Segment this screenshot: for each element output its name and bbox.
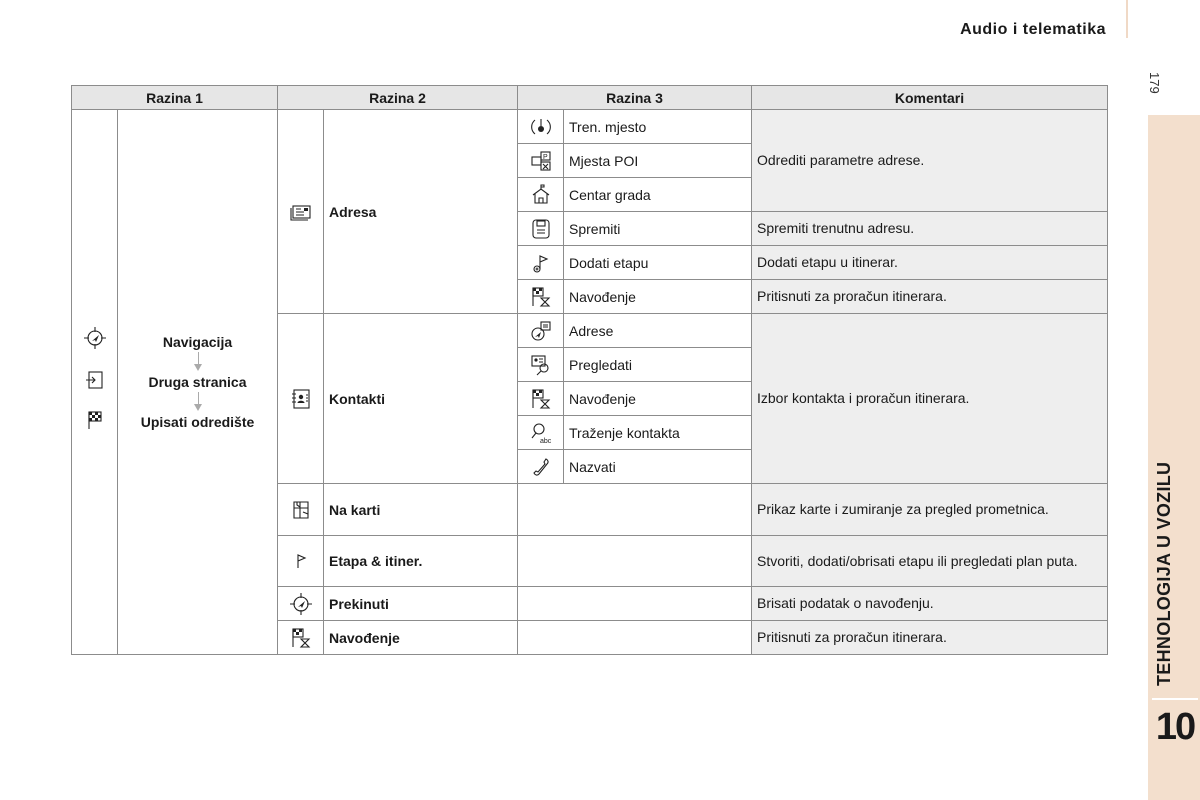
page-number <box>1140 72 1170 112</box>
level2-adresa: Adresa <box>324 110 518 314</box>
level1-step: Druga stranica <box>148 374 247 390</box>
level3-item: Navođenje <box>564 280 752 314</box>
comment-cell: Stvoriti, dodati/obrisati etapu ili pregledati plan puta. <box>752 536 1108 587</box>
city-center-icon <box>518 178 564 212</box>
search-contact-icon <box>518 416 564 450</box>
level3-item: Pregledati <box>564 348 752 382</box>
comment-cell: Brisati podatak o navođenju. <box>752 587 1108 621</box>
address-card-icon <box>278 110 324 314</box>
chapter-divider <box>1152 698 1198 700</box>
navigation-target-icon <box>278 587 324 621</box>
column-header-level2: Razina 2 <box>278 86 518 110</box>
level3-item: Dodati etapu <box>564 246 752 280</box>
level1-step: Navigacija <box>162 334 233 350</box>
section-title: Audio i telematika <box>960 21 1106 38</box>
level3-item: Traženje kontakta <box>564 416 752 450</box>
table-header-row <box>72 86 1108 110</box>
comment-cell: Spremiti trenutnu adresu. <box>752 212 1108 246</box>
comment-cell: Prikaz karte i zumiranje za pregled prometnica. <box>752 484 1108 536</box>
empty-cell <box>518 484 752 536</box>
current-location-icon <box>518 110 564 144</box>
guidance-flag-hourglass-icon <box>518 280 564 314</box>
level2-na-karti: Na karti <box>324 484 518 536</box>
comment-cell: Dodati etapu u itinerar. <box>752 246 1108 280</box>
chapter-number: 10 <box>1155 706 1195 748</box>
empty-cell <box>518 536 752 587</box>
page-number-text: 179 <box>1147 72 1162 94</box>
svg-text:abc: abc <box>539 437 551 445</box>
contact-address-icon <box>518 314 564 348</box>
contact-view-icon <box>518 348 564 382</box>
save-icon <box>518 212 564 246</box>
guidance-flag-hourglass-icon <box>518 382 564 416</box>
level3-item: Spremiti <box>564 212 752 246</box>
add-waypoint-icon <box>518 246 564 280</box>
svg-text:P: P <box>542 153 548 161</box>
level3-item: Centar grada <box>564 178 752 212</box>
comment-cell: Pritisnuti za proračun itinerara. <box>752 621 1108 655</box>
level3-item: Tren. mjesto <box>564 110 752 144</box>
comment-cell: Izbor kontakta i proračun itinerara. <box>752 314 1108 484</box>
table-row <box>72 110 1108 144</box>
down-arrow-icon <box>118 352 277 372</box>
header-divider <box>1126 0 1128 38</box>
page-exit-icon <box>72 369 117 391</box>
comment-cell: Pritisnuti za proračun itinerara. <box>752 280 1108 314</box>
navigation-target-icon <box>72 325 117 351</box>
level2-kontakti: Kontakti <box>324 314 518 484</box>
empty-cell <box>518 587 752 621</box>
level1-step: Upisati odredište <box>140 414 255 430</box>
level2-etapa: Etapa & itiner. <box>324 536 518 587</box>
level3-item: Mjesta POI <box>564 144 752 178</box>
column-header-comments: Komentari <box>752 86 1108 110</box>
guidance-flag-hourglass-icon <box>278 621 324 655</box>
chapter-title: TEHNOLOGIJA U VOZILU <box>1154 461 1174 686</box>
contacts-book-icon <box>278 314 324 484</box>
comment-cell: Odrediti parametre adrese. <box>752 110 1108 212</box>
flag-icon <box>278 536 324 587</box>
level3-item: Adrese <box>564 314 752 348</box>
down-arrow-icon <box>118 392 277 412</box>
level1-path <box>118 110 278 655</box>
level3-item: Navođenje <box>564 382 752 416</box>
map-icon <box>278 484 324 536</box>
menu-table <box>71 85 1108 655</box>
level3-item: Nazvati <box>564 450 752 484</box>
column-header-level1: Razina 1 <box>72 86 278 110</box>
poi-icon <box>518 144 564 178</box>
level2-navodenje: Navođenje <box>324 621 518 655</box>
checkered-flag-icon <box>72 409 117 431</box>
phone-icon <box>518 450 564 484</box>
level2-prekinuti: Prekinuti <box>324 587 518 621</box>
level1-icons <box>72 110 118 655</box>
empty-cell <box>518 621 752 655</box>
column-header-level3: Razina 3 <box>518 86 752 110</box>
